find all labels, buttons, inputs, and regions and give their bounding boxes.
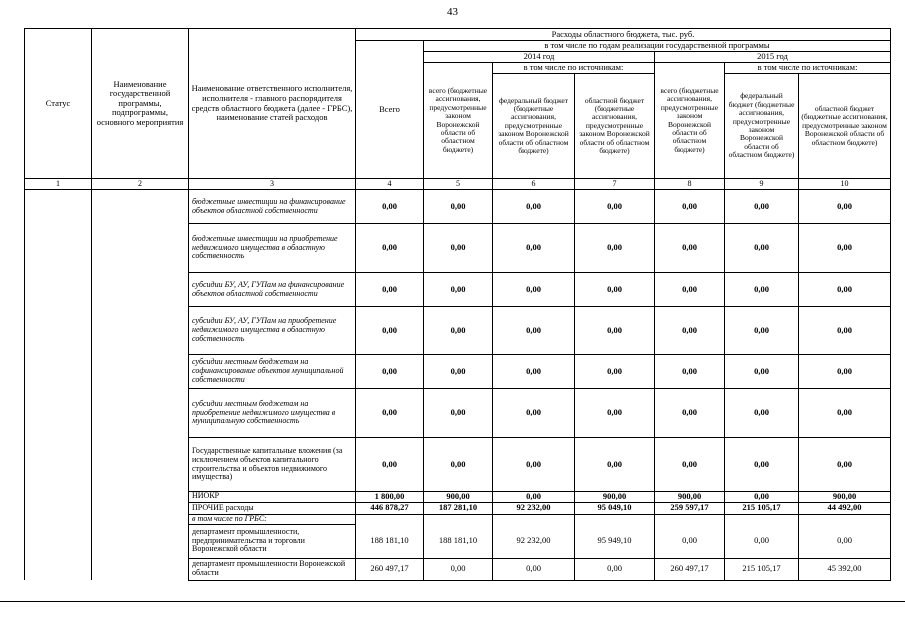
- cell-2014-federal: 0,00: [493, 355, 575, 389]
- row-label: бюджетные инвестиции на финансирование объектов областной собственности: [189, 190, 356, 224]
- cell-2015-regional: 0,00: [799, 524, 891, 558]
- cell-2015-total: 0,00: [655, 190, 725, 224]
- cell-2015-federal: 0,00: [725, 307, 799, 355]
- col-number: 2: [92, 179, 189, 190]
- cell-2015-federal: 0,00: [725, 190, 799, 224]
- cell-2015-federal: 0,00: [725, 492, 799, 503]
- cell-2014-regional: 95 049,10: [575, 502, 655, 514]
- header-status: Статус: [25, 29, 92, 179]
- header-program-name: Наименование государственной программы, подпрограммы, основного мероприятия: [92, 29, 189, 179]
- empty-cell: [725, 514, 799, 524]
- cell-2014-total: 0,00: [424, 224, 493, 273]
- cell-2015-total: 900,00: [655, 492, 725, 503]
- cell-2014-federal: 0,00: [493, 438, 575, 492]
- cell-2015-total: 259 597,17: [655, 502, 725, 514]
- empty-cell: [799, 514, 891, 524]
- cell-2014-total: 187 281,10: [424, 502, 493, 514]
- cell-total: 0,00: [356, 389, 424, 438]
- cell-2014-federal: 0,00: [493, 558, 575, 580]
- row-label: субсидии местным бюджетам на софинансирование объектов муниципальной собственности: [189, 355, 356, 389]
- cell-2015-regional: 900,00: [799, 492, 891, 503]
- cell-2014-federal: 0,00: [493, 492, 575, 503]
- cell-total: 0,00: [356, 190, 424, 224]
- header-2015-sources: в том числе по источникам:: [725, 63, 891, 74]
- cell-total: 0,00: [356, 273, 424, 307]
- cell-2014-regional: 0,00: [575, 389, 655, 438]
- empty-cell: [493, 514, 575, 524]
- cell-2014-regional: 0,00: [575, 307, 655, 355]
- header-2014-regional: областной бюджет (бюджетные ассигнования, предусмотренные законом Воронежской области об областном бюджете): [575, 74, 655, 179]
- cell-2015-total: 0,00: [655, 438, 725, 492]
- cell-2015-total: 0,00: [655, 355, 725, 389]
- header-total: Всего: [356, 41, 424, 179]
- cell-2015-total: 260 497,17: [655, 558, 725, 580]
- cell-2015-regional: 0,00: [799, 224, 891, 273]
- cell-2014-total: 0,00: [424, 273, 493, 307]
- header-year-2015: 2015 год: [655, 52, 891, 63]
- cell-2015-federal: 0,00: [725, 524, 799, 558]
- cell-2015-regional: 45 392,00: [799, 558, 891, 580]
- header-executor: Наименование ответственного исполнителя, исполнителя - главного распорядителя средств областного бюджета (далее - ГРБС), наименование статей расходов: [189, 29, 356, 179]
- cell-2014-regional: 0,00: [575, 355, 655, 389]
- cell-2014-regional: 900,00: [575, 492, 655, 503]
- cell-2014-total: 0,00: [424, 307, 493, 355]
- header-2014-total: всего (бюджетные ассигнования, предусмотренные законом Воронежской области об областном бюджете): [424, 63, 493, 179]
- cell-2015-regional: 0,00: [799, 307, 891, 355]
- cell-2015-federal: 215 105,17: [725, 558, 799, 580]
- row-label: субсидии БУ, АУ, ГУПам на финансирование объектов областной собственности: [189, 273, 356, 307]
- cell-2015-federal: 0,00: [725, 389, 799, 438]
- cell-2015-federal: 0,00: [725, 273, 799, 307]
- cell-total: 260 497,17: [356, 558, 424, 580]
- cell-2014-regional: 95 949,10: [575, 524, 655, 558]
- cell-2014-total: 0,00: [424, 438, 493, 492]
- cell-2015-regional: 0,00: [799, 273, 891, 307]
- bottom-divider: [0, 601, 905, 602]
- cell-2015-regional: 0,00: [799, 355, 891, 389]
- row-label: субсидии БУ, АУ, ГУПам на приобретение недвижимого имущества в областную собственность: [189, 307, 356, 355]
- cell-2014-total: 0,00: [424, 389, 493, 438]
- cell-2014-federal: 92 232,00: [493, 524, 575, 558]
- cell-2015-total: 0,00: [655, 524, 725, 558]
- cell-2014-federal: 0,00: [493, 273, 575, 307]
- cell-2014-federal: 0,00: [493, 389, 575, 438]
- cell-2015-federal: 0,00: [725, 438, 799, 492]
- col-number: 9: [725, 179, 799, 190]
- table-row: [25, 190, 891, 224]
- cell-2015-regional: 44 492,00: [799, 502, 891, 514]
- cell-2014-total: 0,00: [424, 355, 493, 389]
- cell-2015-regional: 0,00: [799, 190, 891, 224]
- cell-2015-federal: 0,00: [725, 355, 799, 389]
- cell-2015-total: 0,00: [655, 224, 725, 273]
- program-cell: [92, 190, 189, 581]
- cell-2014-regional: 0,00: [575, 224, 655, 273]
- cell-total: 446 878,27: [356, 502, 424, 514]
- cell-2014-total: 900,00: [424, 492, 493, 503]
- empty-cell: [356, 514, 424, 524]
- row-label: субсидии местным бюджетам на приобретение недвижимого имущества в муниципальную собственность: [189, 389, 356, 438]
- cell-total: 188 181,10: [356, 524, 424, 558]
- cell-total: 1 800,00: [356, 492, 424, 503]
- header-expenses-title: Расходы областного бюджета, тыс. руб.: [356, 29, 891, 41]
- empty-cell: [655, 514, 725, 524]
- cell-2014-regional: 0,00: [575, 438, 655, 492]
- header-2014-sources: в том числе по источникам:: [493, 63, 655, 74]
- col-number: 8: [655, 179, 725, 190]
- cell-total: 0,00: [356, 355, 424, 389]
- row-label: ПРОЧИЕ расходы: [189, 502, 356, 514]
- row-label: департамент промышленности Воронежской области: [189, 558, 356, 580]
- cell-total: 0,00: [356, 307, 424, 355]
- cell-2014-total: 188 181,10: [424, 524, 493, 558]
- header-year-2014: 2014 год: [424, 52, 655, 63]
- cell-2014-regional: 0,00: [575, 273, 655, 307]
- page-number: 43: [447, 6, 458, 18]
- status-cell: [25, 190, 92, 581]
- empty-cell: [424, 514, 493, 524]
- col-number: 10: [799, 179, 891, 190]
- header-2015-regional: областной бюджет (бюджетные ассигнования, предусмотренные законом Воронежской области об областном бюджете): [799, 74, 891, 179]
- cell-2014-regional: 0,00: [575, 190, 655, 224]
- col-number: 4: [356, 179, 424, 190]
- col-number: 3: [189, 179, 356, 190]
- cell-2014-federal: 92 232,00: [493, 502, 575, 514]
- header-2014-federal: федеральный бюджет (бюджетные ассигнования, предусмотренные законом Воронежской области об областном бюджете): [493, 74, 575, 179]
- cell-2014-total: 0,00: [424, 558, 493, 580]
- cell-2015-total: 0,00: [655, 389, 725, 438]
- row-label: бюджетные инвестиции на приобретение недвижимого имущества в областную собственность: [189, 224, 356, 273]
- cell-2014-regional: 0,00: [575, 558, 655, 580]
- header-by-years: в том числе по годам реализации государственной программы: [424, 41, 891, 52]
- column-number-row: [25, 179, 891, 190]
- cell-2014-federal: 0,00: [493, 307, 575, 355]
- cell-2015-regional: 0,00: [799, 438, 891, 492]
- row-label: в том числе по ГРБС:: [189, 514, 356, 524]
- cell-2014-federal: 0,00: [493, 224, 575, 273]
- empty-cell: [575, 514, 655, 524]
- cell-2015-federal: 0,00: [725, 224, 799, 273]
- cell-total: 0,00: [356, 438, 424, 492]
- header-2015-federal: федеральный бюджет (бюджетные ассигнования, предусмотренные законом Воронежской области об областном бюджете): [725, 74, 799, 179]
- cell-total: 0,00: [356, 224, 424, 273]
- cell-2015-total: 0,00: [655, 273, 725, 307]
- col-number: 7: [575, 179, 655, 190]
- col-number: 6: [493, 179, 575, 190]
- row-label: департамент промышленности, предпринимательства и торговли Воронежской области: [189, 524, 356, 558]
- row-label: Государственные капитальные вложения (за исключением объектов капитального строительства и объектов недвижимого имущества): [189, 438, 356, 492]
- budget-table: [24, 28, 891, 581]
- row-label: НИОКР: [189, 492, 356, 503]
- header-2015-total: всего (бюджетные ассигнования, предусмотренные законом Воронежской области об областном бюджете): [655, 63, 725, 179]
- cell-2015-total: 0,00: [655, 307, 725, 355]
- col-number: 5: [424, 179, 493, 190]
- cell-2014-federal: 0,00: [493, 190, 575, 224]
- cell-2015-regional: 0,00: [799, 389, 891, 438]
- col-number: 1: [25, 179, 92, 190]
- cell-2014-total: 0,00: [424, 190, 493, 224]
- cell-2015-federal: 215 105,17: [725, 502, 799, 514]
